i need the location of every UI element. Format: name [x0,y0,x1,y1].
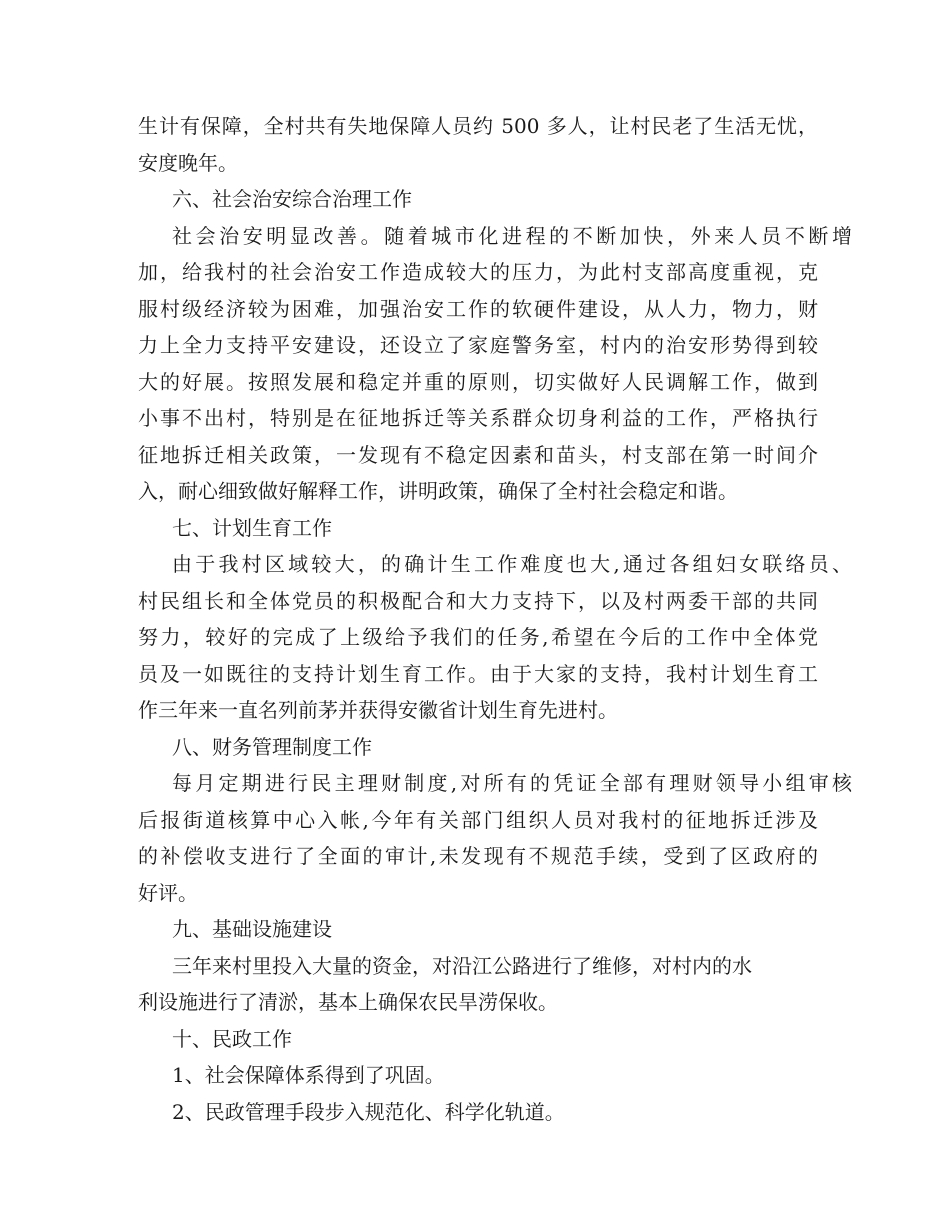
document-body [138,108,852,1130]
body-line: 员及一如既往的支持计划生育工作。由于大家的支持，我村计划生育工 [138,661,818,686]
list-item: 2、民政管理手段步入规范化、科学化轨道。 [172,1099,565,1124]
body-line: 三年来村里投入大量的资金，对沿江公路进行了维修，对村内的水 [172,953,752,978]
section-heading: 九、基础设施建设 [172,917,332,941]
body-line: 后报街道核算中心入帐,今年有关部门组织人员对我村的征地拆迁涉及 [138,807,818,832]
body-line: 力上全力支持平安建设，还设立了家庭警务室，村内的治安形势得到较 [138,333,818,357]
section-heading: 八、财务管理制度工作 [172,734,372,759]
body-line: 生计有保障，全村共有失地保障人员约 500 多人，让村民老了生活无忧， [138,114,818,138]
body-line: 的补偿收支进行了全面的审计,未发现有不规范手续，受到了区政府的 [138,844,818,868]
body-line: 小事不出村，特别是在征地拆迁等关系群众切身利益的工作，严格执行 [138,406,818,430]
body-line: 社会治安明显改善。随着城市化进程的不断加快，外来人员不断增 [172,223,852,248]
body-line: 作三年来一直名列前茅并获得安徽省计划生育先进村。 [138,698,618,722]
body-line: 入，耐心细致做好解释工作，讲明政策，确保了全村社会稳定和谐。 [138,479,738,503]
body-line: 安度晚年。 [138,150,238,175]
section-heading: 七、计划生育工作 [172,515,332,540]
body-line: 加，给我村的社会治安工作造成较大的压力，为此村支部高度重视，克 [138,260,818,284]
body-line: 征地拆迁相关政策，一发现有不稳定因素和苗头，村支部在第一时间介 [138,442,818,467]
body-line: 努力，较好的完成了上级给予我们的任务,希望在今后的工作中全体党 [138,625,818,649]
body-line: 好评。 [138,880,198,905]
list-item: 1、社会保障体系得到了巩固。 [172,1063,445,1087]
section-heading: 十、民政工作 [172,1026,292,1051]
section-heading: 六、社会治安综合治理工作 [172,187,412,211]
body-line: 服村级经济较为困难，加强治安工作的软硬件建设，从人力，物力，财 [138,296,818,321]
body-line: 村民组长和全体党员的积极配合和大力支持下，以及村两委干部的共同 [138,588,818,613]
body-line: 每月定期进行民主理财制度,对所有的凭证全部有理财领导小组审核 [172,771,852,795]
body-line: 大的好展。按照发展和稳定并重的原则，切实做好人民调解工作，做到 [138,369,818,394]
body-line: 利设施进行了清淤，基本上确保农民旱涝保收。 [138,990,558,1014]
body-line: 由于我村区域较大，的确计生工作难度也大,通过各组妇女联络员、 [172,552,852,576]
